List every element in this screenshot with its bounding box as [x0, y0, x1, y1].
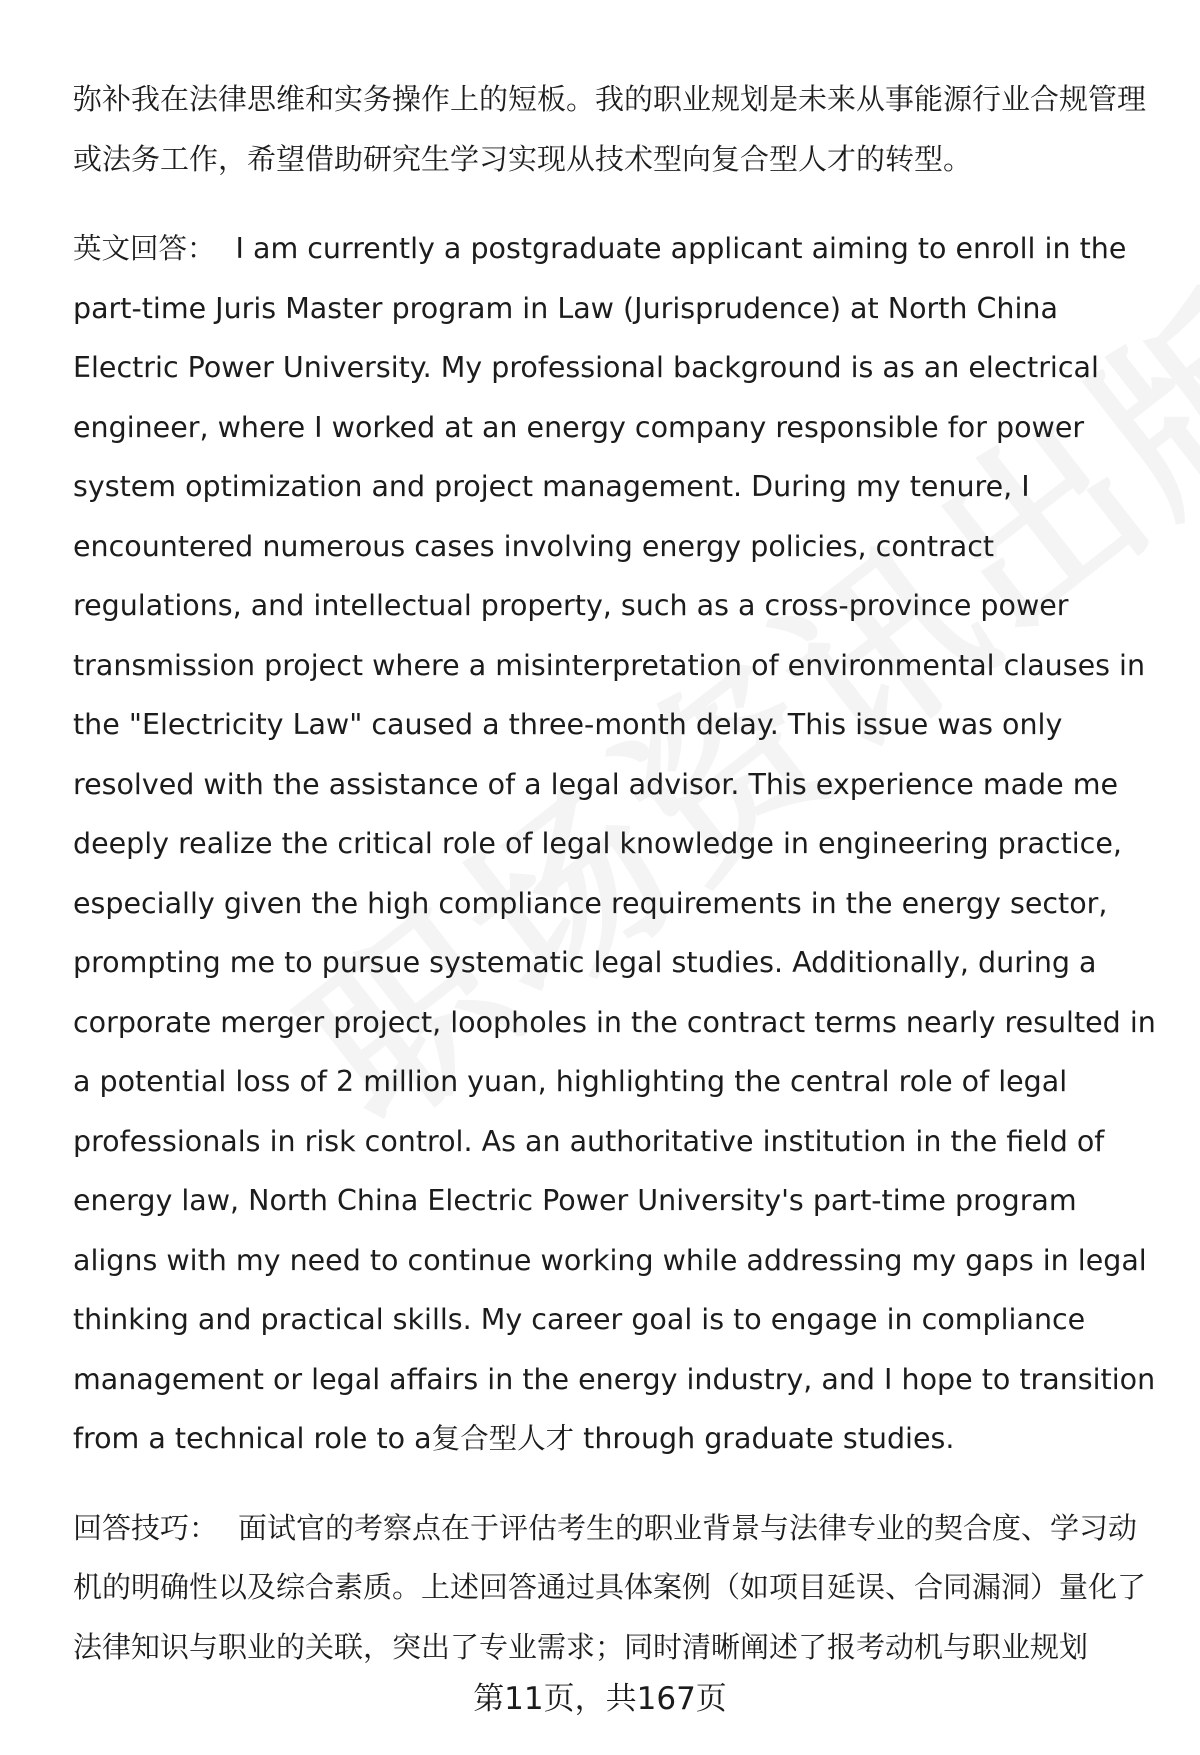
english-answer-paragraph — [73, 219, 1158, 1469]
english-answer-label: 英文回答： — [73, 232, 216, 265]
tips-text: 面试官的考察点在于评估考生的职业背景与法律专业的契合度、学习动机的明确性以及综合素质。上述回答通过具体案例（如项目延误、合同漏洞）量化了法律知识与职业的关联，突出了专业需求；同时清晰阐述了报考动机与职业规划 — [73, 1510, 1147, 1664]
intro-paragraph: 弥补我在法律思维和实务操作上的短板。我的职业规划是未来从事能源行业合规管理或法务工作，希望借助研究生学习实现从技术型向复合型人才的转型。 — [73, 82, 1147, 176]
page-number: 第11页，共167页 — [473, 1681, 727, 1717]
english-answer-text: I am currently a postgraduate applicant aiming to enroll in the part-time Juris Master program in Law (Jurisprudence) at North China Electric Power University. My professional background is as an electrical engineer, where I worked at an energy company responsible for power system optimization and project management. During my tenure, I encountered numerous cases involving energy policies, contract regulations, and intellectual property, such as a cross-province power transmission project where a misinterpretation of environmental clauses in the "Electricity Law" caused a three-month delay. This issue was only resolved with the assistance of a legal advisor. This experience made me deeply realize the critical role of legal knowledge in engineering practice, especially given the high compliance requirements in the energy sector, prompting me to pursue systematic legal studies. Additionally, during a corporate merger project, loopholes in the contract terms nearly resulted in a potential loss of 2 million yuan, highlighting the central role of legal professionals in risk control. As an authoritative institution in the field of energy law, North China Electric Power University's part-time program aligns with my need to continue working while addressing my gaps in legal thinking and practical skills. My career goal is to engage in compliance management or legal affairs in the energy industry, and I hope to transition from a technical role to a复合型人才 through graduate studies. — [73, 232, 1156, 1455]
document-body — [73, 70, 1158, 1707]
tips-label: 回答技巧： — [73, 1510, 219, 1545]
tips-paragraph — [73, 1499, 1158, 1678]
